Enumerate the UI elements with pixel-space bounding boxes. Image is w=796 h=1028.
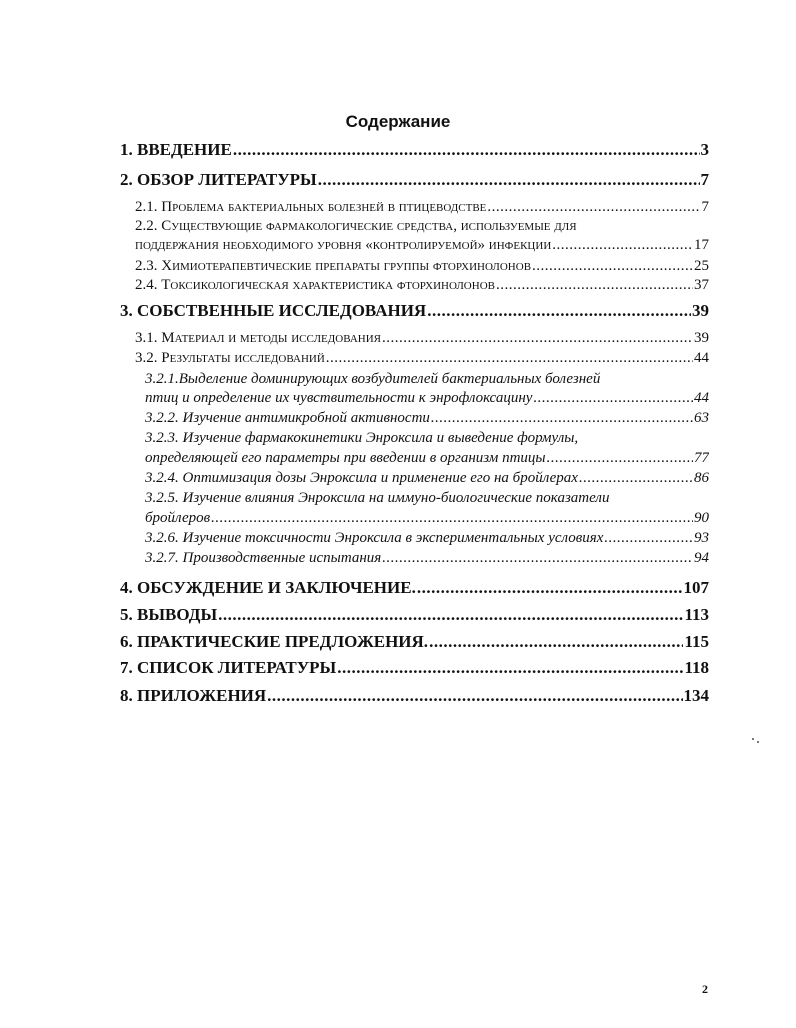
dot-leader bbox=[552, 234, 693, 256]
entry-page: 25 bbox=[694, 258, 709, 274]
entry-page: 63 bbox=[694, 410, 709, 426]
scan-speck bbox=[752, 738, 754, 740]
toc-entry-3-2-3 bbox=[145, 447, 709, 469]
entry-text: 3.2.7. Производственные испытания bbox=[145, 550, 382, 566]
dot-leader bbox=[211, 507, 693, 529]
dot-leader bbox=[429, 631, 683, 653]
entry-text: птиц и определение их чувствительности к энрофлоксацину bbox=[145, 390, 533, 406]
entry-page: 44 bbox=[694, 350, 709, 366]
entry-page: 17 bbox=[694, 237, 709, 253]
entry-page: 115 bbox=[684, 632, 709, 651]
toc-entry-1 bbox=[120, 139, 709, 161]
page-number: 2 bbox=[702, 982, 708, 996]
entry-page: 37 bbox=[694, 277, 709, 293]
entry-text: определяющей его параметры при введении в организм птицы bbox=[145, 450, 546, 466]
dot-leader bbox=[337, 657, 683, 679]
entry-page: 134 bbox=[683, 686, 709, 705]
entry-text: поддержания необходимого уровня «контролируемой» инфекции bbox=[135, 237, 552, 253]
entry-page: 107 bbox=[683, 578, 709, 597]
entry-page: 39 bbox=[692, 301, 709, 320]
dot-leader bbox=[382, 547, 693, 569]
toc-entry-3-2-5-line1: 3.2.5. Изучение влияния Энроксила на иммуно-биологические показатели bbox=[145, 490, 610, 506]
toc-entry-3 bbox=[120, 300, 709, 322]
entry-page: 77 bbox=[694, 450, 709, 466]
entry-page: 44 bbox=[694, 390, 709, 406]
entry-text: 2.1. Проблема бактериальных болезней в птицеводстве bbox=[135, 199, 487, 215]
dot-leader bbox=[218, 604, 683, 626]
toc-entry-2-2-line1: 2.2. Существующие фармакологические средства, используемые для bbox=[135, 218, 577, 234]
toc-entry-3-2-4 bbox=[145, 467, 709, 489]
entry-page: 86 bbox=[694, 470, 709, 486]
entry-text: 4. ОБСУЖДЕНИЕ И ЗАКЛЮЧЕНИЕ. bbox=[120, 578, 416, 597]
entry-text: 2.4. Токсикологическая характеристика фторхинолонов bbox=[135, 277, 495, 293]
toc-entry-3-1 bbox=[135, 327, 709, 349]
toc-entry-6 bbox=[120, 631, 709, 653]
entry-text: 1. ВВЕДЕНИЕ bbox=[120, 140, 232, 159]
entry-text: 3.2.2. Изучение антимикробной активности bbox=[145, 410, 430, 426]
entry-page: 118 bbox=[684, 658, 709, 677]
toc-entry-5 bbox=[120, 604, 709, 626]
toc-entry-4 bbox=[120, 577, 709, 599]
entry-text: 5. ВЫВОДЫ bbox=[120, 605, 218, 624]
toc-entry-3-2-1 bbox=[145, 387, 709, 409]
dot-leader bbox=[496, 274, 693, 296]
entry-text: 7. СПИСОК ЛИТЕРАТУРЫ bbox=[120, 658, 337, 677]
entry-page: 94 bbox=[694, 550, 709, 566]
entry-page: 7 bbox=[701, 199, 709, 215]
entry-text: 2.3. Химиотерапевтические препараты группы фторхинолонов bbox=[135, 258, 532, 274]
dot-leader bbox=[547, 447, 693, 469]
entry-page: 93 bbox=[694, 530, 709, 546]
toc-entry-3-2-6 bbox=[145, 527, 709, 549]
toc-entry-8 bbox=[120, 685, 709, 707]
dot-leader bbox=[382, 327, 693, 349]
entry-page: 39 bbox=[694, 330, 709, 346]
entry-text: 3. СОБСТВЕННЫЕ ИССЛЕДОВАНИЯ bbox=[120, 301, 427, 320]
toc-entry-7 bbox=[120, 657, 709, 679]
entry-text: 2. ОБЗОР ЛИТЕРАТУРЫ bbox=[120, 170, 317, 189]
entry-text: 8. ПРИЛОЖЕНИЯ bbox=[120, 686, 267, 705]
dot-leader bbox=[318, 169, 700, 191]
entry-page: 113 bbox=[684, 605, 709, 624]
toc-entry-2 bbox=[120, 169, 709, 191]
dot-leader bbox=[326, 347, 693, 369]
entry-page: 7 bbox=[700, 170, 709, 189]
dot-leader bbox=[417, 577, 683, 599]
entry-text: 3.2.6. Изучение токсичности Энроксила в экспериментальных условиях bbox=[145, 530, 604, 546]
entry-text: бройлеров bbox=[145, 510, 211, 526]
toc-entry-2-2 bbox=[135, 234, 709, 256]
toc-entry-2-4 bbox=[135, 274, 709, 296]
entry-text: 3.1. Материал и методы исследования bbox=[135, 330, 382, 346]
toc-entry-3-2-7 bbox=[145, 547, 709, 569]
toc-entry-3-2-3-line1: 3.2.3. Изучение фармакокинетики Энроксила и выведение формулы, bbox=[145, 430, 579, 446]
entry-text: 6. ПРАКТИЧЕСКИЕ ПРЕДЛОЖЕНИЯ. bbox=[120, 632, 429, 651]
entry-text: 3.2.4. Оптимизация дозы Энроксила и применение его на бройлерах bbox=[145, 470, 578, 486]
entry-page: 90 bbox=[694, 510, 709, 526]
toc-title: Содержание bbox=[345, 112, 451, 131]
dot-leader bbox=[427, 300, 691, 322]
dot-leader bbox=[267, 685, 682, 707]
toc-entry-3-2-2 bbox=[145, 407, 709, 429]
dot-leader bbox=[604, 527, 693, 549]
dot-leader bbox=[533, 387, 693, 409]
toc-entry-3-2-5 bbox=[145, 507, 709, 529]
dot-leader bbox=[431, 407, 693, 429]
toc-entry-3-2-1-line1: 3.2.1.Выделение доминирующих возбудителей бактериальных болезней bbox=[145, 371, 601, 387]
dot-leader bbox=[579, 467, 693, 489]
scan-speck bbox=[757, 741, 759, 743]
entry-text: 3.2. Результаты исследований bbox=[135, 350, 325, 366]
dot-leader bbox=[233, 139, 700, 161]
entry-page: 3 bbox=[700, 140, 709, 159]
toc-entry-3-2 bbox=[135, 347, 709, 369]
